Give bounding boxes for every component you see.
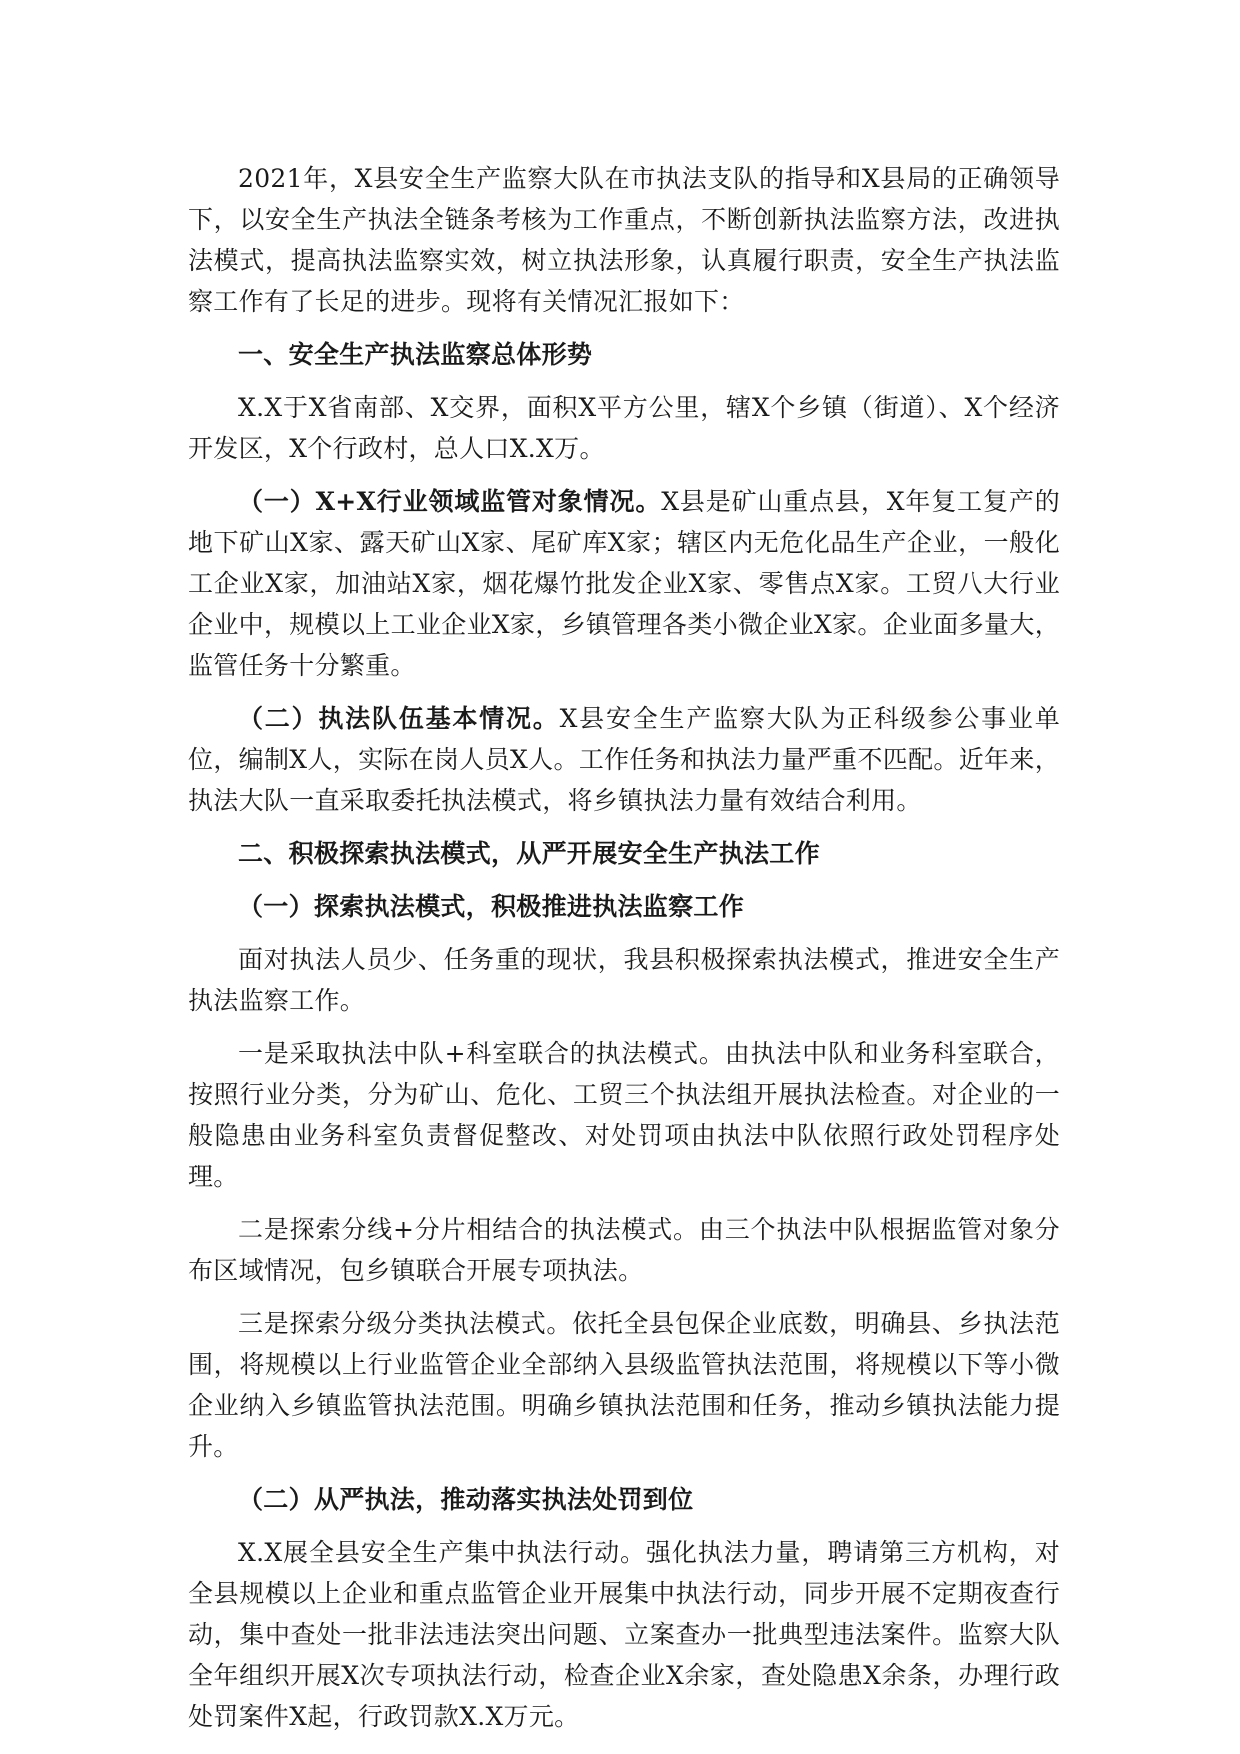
section-1-item-1-text: X县是矿山重点县，X年复工复产的地下矿山X家、露天矿山X家、尾矿库X家；辖区内无危化品生产企业，一般化工企业X家，加油站X家，烟花爆竹批发企业X家、零售点X家。工贸八大行业企业中，规模以上工业企业X家，乡镇管理各类小微企业X家。企业面多量大，监管任务十分繁重。 <box>188 487 1060 680</box>
section-1-item-1 <box>188 481 1060 686</box>
section-2-sub-1-paragraph-2: 一是采取执法中队+科室联合的执法模式。由执法中队和业务科室联合，按照行业分类，分为矿山、危化、工贸三个执法组开展执法检查。对企业的一般隐患由业务科室负责督促整改、对处罚项由执法中队依照行政处罚程序处理。 <box>188 1039 1060 1191</box>
section-2-sub-2-paragraph-1: X.X展全县安全生产集中执法行动。强化执法力量，聘请第三方机构，对全县规模以上企业和重点监管企业开展集中执法行动，同步开展不定期夜查行动，集中查处一批非法违法突出问题、立案查办一批典型违法案件。监察大队全年组织开展X次专项执法行动，检查企业X余家，查处隐患X余条，办理行政处罚案件X起，行政罚款X.X万元。 <box>188 1538 1060 1731</box>
section-2-sub-1-heading: （一）探索执法模式，积极推进执法监察工作 <box>238 892 745 921</box>
section-1-item-2-text: X县安全生产监察大队为正科级参公事业单位，编制X人，实际在岗人员X人。工作任务和执法力量严重不匹配。近年来，执法大队一直采取委托执法模式，将乡镇执法力量有效结合利用。 <box>188 704 1060 815</box>
section-1-item-2 <box>188 698 1060 821</box>
section-2-heading: 二、积极探索执法模式，从严开展安全生产执法工作 <box>238 839 820 868</box>
section-2-sub-2-heading: （二）从严执法，推动落实执法处罚到位 <box>238 1485 694 1514</box>
section-1-paragraph: X.X于X省南部、X交界，面积X平方公里，辖X个乡镇（街道）、X个经济开发区，X个行政村，总人口X.X万。 <box>188 393 1060 463</box>
section-1-heading: 一、安全生产执法监察总体形势 <box>238 340 593 369</box>
document-page <box>188 158 1060 1749</box>
section-2-sub-1-paragraph-1: 面对执法人员少、任务重的现状，我县积极探索执法模式，推进安全生产执法监察工作。 <box>188 945 1060 1015</box>
section-2-sub-1-paragraph-4: 三是探索分级分类执法模式。依托全县包保企业底数，明确县、乡执法范围，将规模以上行业监管企业全部纳入县级监管执法范围，将规模以下等小微企业纳入乡镇监管执法范围。明确乡镇执法范围和任务，推动乡镇执法能力提升。 <box>188 1309 1060 1461</box>
section-1-item-1-lead: （一）X+X行业领域监管对象情况。 <box>238 487 662 516</box>
section-2-sub-1-paragraph-3: 二是探索分线+分片相结合的执法模式。由三个执法中队根据监管对象分布区域情况，包乡镇联合开展专项执法。 <box>188 1215 1060 1285</box>
intro-paragraph: 2021年，X县安全生产监察大队在市执法支队的指导和X县局的正确领导下，以安全生产执法全链条考核为工作重点，不断创新执法监察方法，改进执法模式，提高执法监察实效，树立执法形象，认真履行职责，安全生产执法监察工作有了长足的进步。现将有关情况汇报如下： <box>188 164 1060 316</box>
section-1-item-2-lead: （二）执法队伍基本情况。 <box>238 704 560 733</box>
